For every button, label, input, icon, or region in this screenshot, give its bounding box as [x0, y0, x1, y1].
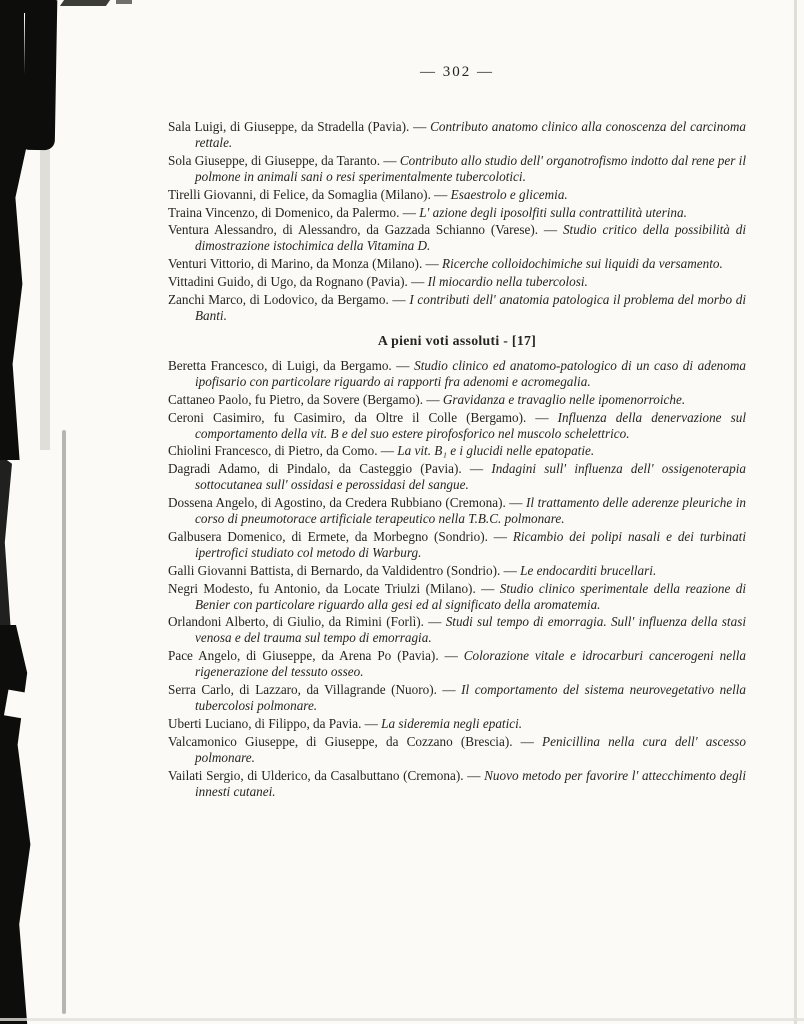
thesis-title: L' azione degli iposolfiti sulla contrattilità uterina.: [419, 204, 687, 220]
graduate-name: Cattaneo Paolo, fu Pietro, da Sovere (Bergamo). —: [168, 391, 443, 407]
entries-bottom: [168, 358, 746, 800]
graduate-name: Tirelli Giovanni, di Felice, da Somaglia (Milano). —: [168, 186, 451, 202]
graduate-name: Vailati Sergio, di Ulderico, da Casalbuttano (Cremona). —: [168, 767, 485, 783]
thesis-title: Il miocardio nella tubercolosi.: [427, 274, 588, 290]
thesis-title: Esaestrolo e glicemia.: [450, 186, 568, 202]
binding-mark: [23, 0, 58, 150]
thesis-title: Il comportamento del sistema neurovegetativo nella tubercolosi polmonare.: [195, 682, 746, 713]
graduate-entry: [168, 614, 746, 646]
graduate-entry: [168, 682, 746, 714]
graduate-entry: [168, 734, 746, 766]
graduate-name: Sola Giuseppe, di Giuseppe, da Taranto. —: [168, 152, 400, 168]
thesis-title: Indagini sull' influenza dell' ossigenoterapia sottocutanea sull' ossidasi e perossidasi del sangue.: [195, 461, 746, 493]
page-fold-shadow: [62, 430, 66, 1014]
graduate-name: Chiolini Francesco, di Pietro, da Como. —: [168, 443, 398, 459]
binding-mark: [0, 455, 12, 630]
entries-top: [168, 119, 746, 324]
binding-mark: [0, 140, 28, 460]
graduate-entry: [168, 274, 746, 290]
page-number: — 302 —: [420, 64, 494, 80]
thesis-title: Nuovo metodo per favorire l' attecchimento degli innesti cutanei.: [195, 767, 747, 799]
graduate-name: Beretta Francesco, di Luigi, da Bergamo. —: [168, 357, 415, 373]
paper-gap: [4, 690, 38, 721]
graduate-name: Uberti Luciano, di Filippo, da Pavia. —: [168, 715, 382, 731]
thesis-title: La vit. B₁ e i glucidi nelle epatopatie.: [397, 443, 595, 459]
graduate-entry: [168, 768, 746, 800]
thesis-title: Penicillina nella cura dell' ascesso polmonare.: [195, 733, 747, 765]
page-right-edge-shadow: [794, 0, 797, 1024]
graduate-name: Negri Modesto, fu Antonio, da Locate Triulzi (Milano). —: [168, 580, 500, 596]
graduate-name: Ceroni Casimiro, fu Casimiro, da Oltre il Colle (Bergamo). —: [168, 409, 558, 425]
binding-mark: [0, 625, 32, 1024]
graduate-name: Dagradi Adamo, di Pindalo, da Casteggio (Pavia). —: [168, 461, 492, 477]
graduate-name: Orlandoni Alberto, di Giulio, da Rimini (Forlì). —: [168, 614, 446, 630]
thesis-title: Ricambio dei polipi nasali e dei turbinati ipertrofici studiato col metodo di Warburg.: [195, 528, 746, 560]
scan-smudge: [116, 0, 132, 4]
binding-mark: [0, 8, 24, 148]
graduate-entry: [168, 187, 746, 203]
graduate-entry: [168, 529, 746, 561]
thesis-title: Gravidanza e travaglio nelle ipomenorroiche.: [442, 391, 686, 407]
graduate-name: Serra Carlo, di Lazzaro, da Villagrande (Nuoro). —: [168, 682, 462, 698]
scan-smudge: [60, 0, 110, 6]
graduate-entry: [168, 153, 746, 185]
graduate-entry: [168, 495, 746, 527]
graduate-entry: [168, 581, 746, 613]
graduate-name: Traina Vincenzo, di Domenico, da Palermo. —: [168, 204, 420, 220]
graduate-name: Vittadini Guido, di Ugo, da Rognano (Pavia). —: [168, 274, 428, 290]
graduate-entry: [168, 461, 746, 493]
graduate-name: Zanchi Marco, di Lodovico, da Bergamo. —: [168, 292, 410, 308]
graduate-entry: [168, 648, 746, 680]
thesis-title: I contributi dell' anatomia patologica il problema del morbo di Banti.: [195, 292, 746, 323]
graduate-entry: [168, 716, 746, 732]
thesis-title: La sideremia negli epatici.: [381, 715, 523, 731]
graduate-entry: [168, 563, 746, 579]
graduate-name: Valcamonico Giuseppe, di Giuseppe, da Cozzano (Brescia). —: [168, 733, 543, 749]
graduate-name: Venturi Vittorio, di Marino, da Monza (Milano). —: [168, 256, 443, 272]
graduate-name: Ventura Alessandro, di Alessandro, da Gazzada Schianno (Varese). —: [168, 222, 563, 238]
page-content: [168, 64, 746, 801]
thesis-title: Ricerche colloidochimiche sui liquidi da versamento.: [442, 256, 723, 272]
thesis-title: Contributo allo studio dell' organotrofismo indotto dal rene per il polmone in animali sani o resi sperimentalmente tubercolotici.: [195, 152, 746, 184]
graduate-entry: [168, 292, 746, 324]
thesis-title: Le endocarditi brucellari.: [520, 562, 657, 578]
graduate-entry: [168, 443, 746, 459]
thesis-title: Contributo anatomo clinico alla conoscenza del carcinoma rettale.: [195, 119, 746, 150]
graduate-entry: [168, 256, 746, 272]
thesis-title: Colorazione vitale e idrocarburi cancerogeni nella rigenerazione del tessuto osseo.: [195, 648, 747, 680]
thesis-title: Studio clinico sperimentale della reazione di Benier con particolare riguardo alla gesi ed al significato della aromatemia.: [195, 580, 746, 612]
thesis-title: Studio critico della possibilità di dimostrazione istochimica della Vitamina D.: [195, 222, 747, 254]
graduate-name: Galbusera Domenico, di Ermete, da Morbegno (Sondrio). —: [168, 528, 513, 544]
section-heading: A pieni voti assoluti - [17]: [377, 332, 537, 348]
graduate-name: Sala Luigi, di Giuseppe, da Stradella (Pavia). —: [168, 119, 431, 134]
graduate-entry: [168, 222, 746, 254]
graduate-entry: [168, 392, 746, 408]
thesis-title: Influenza della denervazione sul comportamento della vit. B e del suo estere pirofosforico nel muscolo schelettrico.: [195, 409, 746, 441]
graduate-entry: [168, 410, 746, 442]
page-bottom-edge-shadow: [0, 1018, 804, 1021]
graduate-entry: [168, 119, 746, 151]
graduate-name: Dossena Angelo, di Agostino, da Credera Rubbiano (Cremona). —: [168, 495, 526, 511]
scan-smudge: [40, 150, 50, 450]
thesis-title: Il trattamento delle aderenze pleuriche in corso di pneumotorace artificiale terapeutico nella T.B.C. polmonare.: [195, 495, 746, 527]
graduate-name: Galli Giovanni Battista, di Bernardo, da Valdidentro (Sondrio). —: [168, 562, 521, 578]
thesis-title: Studi sul tempo di emorragia. Sull' influenza della stasi venosa e del trauma sul tempo di emorragia.: [195, 614, 746, 646]
thesis-title: Studio clinico ed anatomo-patologico di un caso di adenoma ipofisario con particolare riguardo ai rapporti fra adenomi e acromegalia.: [195, 357, 746, 389]
graduate-entry: [168, 358, 746, 390]
graduate-name: Pace Angelo, di Giuseppe, da Arena Po (Pavia). —: [168, 648, 464, 664]
graduate-entry: [168, 205, 746, 221]
